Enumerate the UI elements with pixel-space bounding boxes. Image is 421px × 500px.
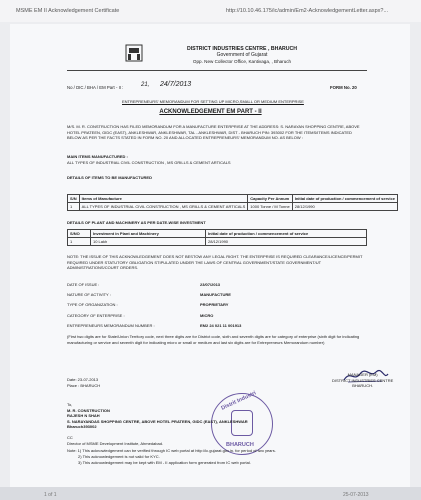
plant-col-date: Initial date of production / commencement of service [206,230,367,238]
ack-title: ACKNOWLEDGEMENT EM PART - II [159,109,262,115]
fields-labels [67,280,155,331]
issue-place: Place : BHARUCH [67,382,101,388]
signatory-place: BHARUCH. [352,383,374,388]
recipient-block [67,402,248,430]
items-cell-capacity: 1000 Tonne / M Tonne [248,203,292,211]
fields-values [200,280,241,331]
stamp-bottom-text: BHARUCH [226,442,254,448]
items-cell-item: ALL TYPES OF INDUSTRIAL CIVIL CONSTRUCTION , MS GRILLS & CEMENT ARTICALS [79,203,248,211]
plant-col-sn: S/NO [68,230,91,238]
field-value: MANUFACTURE [200,292,231,298]
org-address: Opp. New Collector Office, Kantivaga, , Bharuch [192,59,292,64]
form-number: FORM No. 20 [330,85,357,90]
page-footer-bar [0,487,421,500]
items-cell-date: 28/12/1990 [292,203,397,211]
page-count: 1 of 1 [44,492,57,498]
page-title: MSME EM II Acknowledgement Certificate [16,8,120,14]
intro-paragraph: M/S. M. R. CONSTRUCTION HAS FILED MEMORANDUM FOR A MANUFACTURE ENTERPRISE AT THE ADDRESS: S. NARAYAN SHOPPING CENTRE, ABOVE HOTEL PRATEEN, GIDC (EAST), ANKLESHWAR, ANKLESHWAR, TAL - ANKLESHWAR, DIST - BHARUCH PIN: 393002 FOR THE ITEMS/ITEMS INDICATED BELOW AS PER THE FACTS STATED IN FORM NO. 20 AND ALLOCATED ENTREPRENEURS' MEMORANDUM NO. AS BELOW : [67,124,360,140]
field-value: MICRO [200,312,214,318]
date-place [67,377,100,388]
field-label: TYPE OF ORGANIZATION : [67,302,118,308]
stamp-top-text: Distrit Industri [220,390,258,412]
field-label: DATE OF ISSUE : [67,282,100,287]
field-label: NATURE OF ACTIVITY : [67,292,111,298]
footer-note-2: 2) This acknowledgement is not valid for KYC. [78,454,160,459]
memo-heading: ENTREPRENEURS' MEMORANDUM FOR SETTING UP MICRO,SMALL OR MEDIUM ENTERPRISE [122,99,304,104]
footer-notes [67,448,276,466]
items-col-date: Initial date of production / commencement of service [292,195,397,203]
header-divider [67,70,367,71]
government-emblem-icon [124,42,144,64]
plant-cell-sn: 1 [68,238,91,246]
recipient-to: To, [67,402,73,407]
certificate-page [10,24,410,494]
ref-number: 21, [141,82,150,88]
em-digits-note: (First two digits are for State/Union Territory code, next three digits are for District code, sixth and seventh digits are for category of enterprise (sixth digit for indicating manufacturing or service and seventh digit for indicating micro or small or medium and last six digits are for Entrepreneurs Memorandum number) [67,334,360,345]
recipient-person: RAJESH N SHAH [67,413,100,418]
footer-note-1: Note: 1) This acknowledgement can be verified through IC web portal at http://ic.gujarat.gov.in. for period of two years. [67,448,276,453]
items-table [67,194,398,211]
recipient-pin: Bharuch393002 [67,424,97,429]
table-row [68,203,398,211]
field-value: PROPRIETARY [200,302,229,308]
items-line: ALL TYPES OF INDUSTRIAL CIVIL CONSTRUCTION , MS GRILLS & CEMENT ARTICALS [67,160,231,165]
items-col-sn: S/N [68,195,80,203]
signatory-block [332,372,393,389]
org-name: DISTRICT INDUSTRIES CENTRE , BHARUCH [186,46,298,52]
recipient-name: M. R. CONSTRUCTION [67,407,110,413]
footer-note-3: 3) This acknowledgement may be kept with EM - II application form generated from IC web portal. [78,460,251,465]
cc-label: CC [67,435,73,440]
ref-label: No / DIC / BHA / EM Part - II : [67,85,124,90]
print-date: 25-07-2013 [343,492,369,498]
details-heading: DETAILS OF ITEMS TO BE MANUFACTURED [67,175,152,180]
field-label: CATEGORY OF ENTERPRISE : [67,312,125,318]
items-col-item: Items of Manufacture [79,195,248,203]
field-value: EM2 24 021 11 001913 [200,322,242,328]
ref-date: 24/7/2013 [160,81,192,88]
signatory-office: DISTRICT INDUSTRIES CENTRE [332,377,394,383]
cc-block [67,435,163,446]
plant-cell-investment: 10 Lakh [91,238,206,246]
cc-recipient: Director of MSME Development Institute, Ahmedabad. [67,440,164,446]
signatory-title: MANAGER (EM) [347,372,378,377]
recipient-address: S. NARAYANDAS SHOPPING CENTRE, ABOVE HOTEL PRATEEN, GIDC (EAST), ANKLESHWAR [67,418,248,424]
plant-table [67,229,367,246]
gov-name: Government of Gujarat [216,52,268,58]
items-col-capacity: Capacity Per Annum [248,195,292,203]
plant-col-investment: Investment in Plant and Machinery [91,230,206,238]
plant-cell-date: 28/12/1990 [206,238,367,246]
field-value: 23/07/2013 [200,282,221,287]
legal-note: NOTE: THE ISSUE OF THIS ACKNOWLEDGEMENT DOES NOT BESTOW ANY LEGAL RIGHT. THE ENTERPRISE IS REQUIRED CLEARANCE/LICENCE/PERMIT REQUIRED UNDER STATUTORY OBLIGATION STIPULATED UNDER THE LAWS OF CENTRAL GOVERNMENT/STATE GOVERNMENT/UT ADMINISTRATIONS/COURT ORDERS. [67,254,363,270]
items-heading: MAIN ITEMS MANUFACTURED : [67,154,128,159]
issue-date: Date: 23-07-2013 [67,377,99,382]
items-cell-sn: 1 [68,203,80,211]
table-row [68,238,367,246]
field-label: ENTREPRENEURS MEMORANDUM NUMBER : [67,322,155,328]
page-url[interactable]: http://10.10.46.175/ic/admin/Em2-AcknowledgementLetter.aspx?... [226,8,389,14]
browser-header [0,0,421,22]
plant-heading: DETAILS OF PLANT AND MACHINERY AS PER DATE-WISE INVESTMENT [67,220,206,225]
